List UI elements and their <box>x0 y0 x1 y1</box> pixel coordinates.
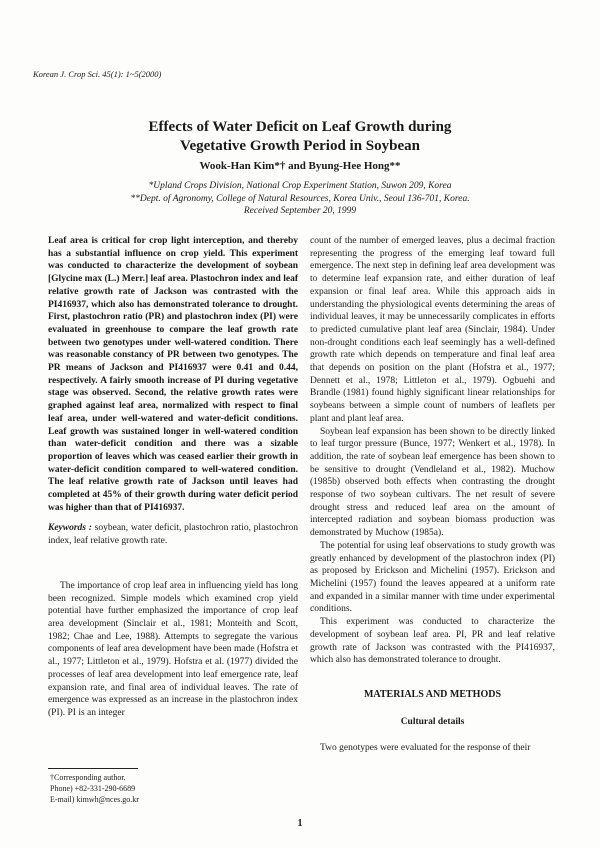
footnote-corresponding: †Corresponding author. <box>50 773 126 782</box>
keywords-label: Keywords : <box>48 523 92 534</box>
authors: Wook-Han Kim*† and Byung-Hee Hong** <box>199 160 401 172</box>
section-heading: MATERIALS AND METHODS <box>363 688 502 700</box>
title-line-1: Effects of Water Deficit on Leaf Growth during <box>148 119 452 135</box>
paper-title <box>0 118 600 156</box>
keywords-text: soybean, water deficit, plastochron ratio, plastochron index, leaf relative growth rate. <box>48 523 299 547</box>
footnote <box>50 772 139 805</box>
footnote-phone: Phone) +82-331-290-6689 <box>50 784 136 793</box>
page-number: 1 <box>297 818 303 829</box>
title-line-2: Vegetative Growth Period in Soybean <box>180 138 420 154</box>
keywords-paragraph <box>48 522 298 547</box>
affiliations <box>0 180 600 218</box>
affiliation-2: **Dept. of Agronomy, College of Natural Resources, Korea Univ., Seoul 136-701, Korea. <box>130 193 470 204</box>
footnote-divider <box>48 768 138 769</box>
subsection-heading: Cultural details <box>400 716 465 727</box>
affiliation-1: *Upland Crops Division, National Crop Experiment Station, Suwon 209, Korea <box>148 181 452 191</box>
body-paragraph-4: This experiment was conducted to characterize the development of soybean leaf area. PI, PR and leaf relative growth rate of Jackson was contrasted with the PI416937, which also has demonstrated tolerance to drought. <box>310 617 555 666</box>
body-paragraph-2: Soybean leaf expansion has been shown to be directly linked to leaf turgor pressure (Bunce, 1977; Wenkert et al., 1978). In addition, the rate of soybean leaf emergence has been shown to be sensitive to drought (Vendleland et al., 1982). Muchow (1985b) observed both effects when contrasting the drought response of two soybean cultivars. The net result of severe drought stress and reduced leaf area on the amount of intercepted radiation and soybean biomass production was demonstrated by Muchow (1985a). <box>310 426 555 539</box>
abstract: Leaf area is critical for crop light interception, and thereby has a substantial influence on crop yield. This experiment was conducted to characterize the development of soybean [Glycine max (L.) Merr.] leaf area. Plastochron index and leaf relative growth rate of Jackson was contrasted with the PI416937, which also has demonstrated tolerance to drought. First, plastochron ratio (PR) and plastochron index (PI) were evaluated in greenhouse to compare the leaf growth rate between two genotypes under well-watered condition. There was reasonable constancy of PR between two genotypes. The PR means of Jackson and PI416937 were 0.41 and 0.44, respectively. A fairly smooth increase of PI during vegetative stage was observed. Second, the relative growth rates were graphed against leaf area, normalized with respect to final leaf area, under well-watered and water-deficit conditions. Leaf growth was sustained longer in well-watered condition than water-deficit condition and there was a sizable proportion of leaves which was ceased earlier their growth in water-deficit condition compared to well-watered condition. The leaf relative growth rate of Jackson until leaves had completed at 45% of their growth during water deficit period was higher than that of PI416937. <box>48 236 298 513</box>
footnote-email: E-mail) kimwh@nces.go.kr <box>50 795 139 804</box>
body-paragraph-1: count of the number of emerged leaves, plus a decimal fraction representing the progress of the emerging leaf toward full emergence. The next step in defining leaf area development was to determine leaf expansion rate, and either duration of leaf expansion or final leaf area. While this approach aids in understanding the physiological events determining the areas of individual leaves, it may be unnecessarily complicates in efforts to predicted cumulative plant leaf area (Sinclair, 1984). Under non-drought conditions each leaf seemingly has a well-defined growth rate which depends on temperature and final leaf area that depends on position on the plant (Hofstra et al., 1977; Dennett et al., 1978; Littleton et al., 1979). Ogbuehi and Brandle (1981) found highly significant linear relationships for soybeans between a simple count of numbers of leaflets per plant and plant leaf area. <box>310 236 555 424</box>
body-paragraph-5: Two genotypes were evaluated for the response of their <box>320 743 531 754</box>
received-date: Received September 20, 1999 <box>243 206 357 217</box>
introduction-paragraph: The importance of crop leaf area in influencing yield has long been recognized. Simple models which examined crop yield potential have further emphasized the importance of crop leaf area development (Sinclair et al., 1981; Monteith and Scott, 1982; Chae and Lee, 1988). Attempts to segregate the various components of leaf area development have been made (Hofstra et al., 1977; Littleton et al., 1979). Hofstra et al. (1977) divided the processes of leaf area development into leaf emergence rate, leaf expansion rate, and final area of individual leaves. The rate of emergence was expressed as an increase in the plastochron index (PI). PI is an integer <box>48 580 298 718</box>
left-column <box>48 235 298 720</box>
journal-reference: Korean J. Crop Sci. 45(1): 1~5(2000) <box>33 69 162 79</box>
right-column <box>310 235 555 755</box>
body-paragraph-3: The potential for using leaf observations to study growth was greatly enhanced by development of the plastochron index (PI) as proposed by Erickson and Michelini (1957). Erickson and Michelini (1957) found the leaves appeared at a uniform rate and expanded in a similar manner with time under experimental conditions. <box>310 540 555 615</box>
